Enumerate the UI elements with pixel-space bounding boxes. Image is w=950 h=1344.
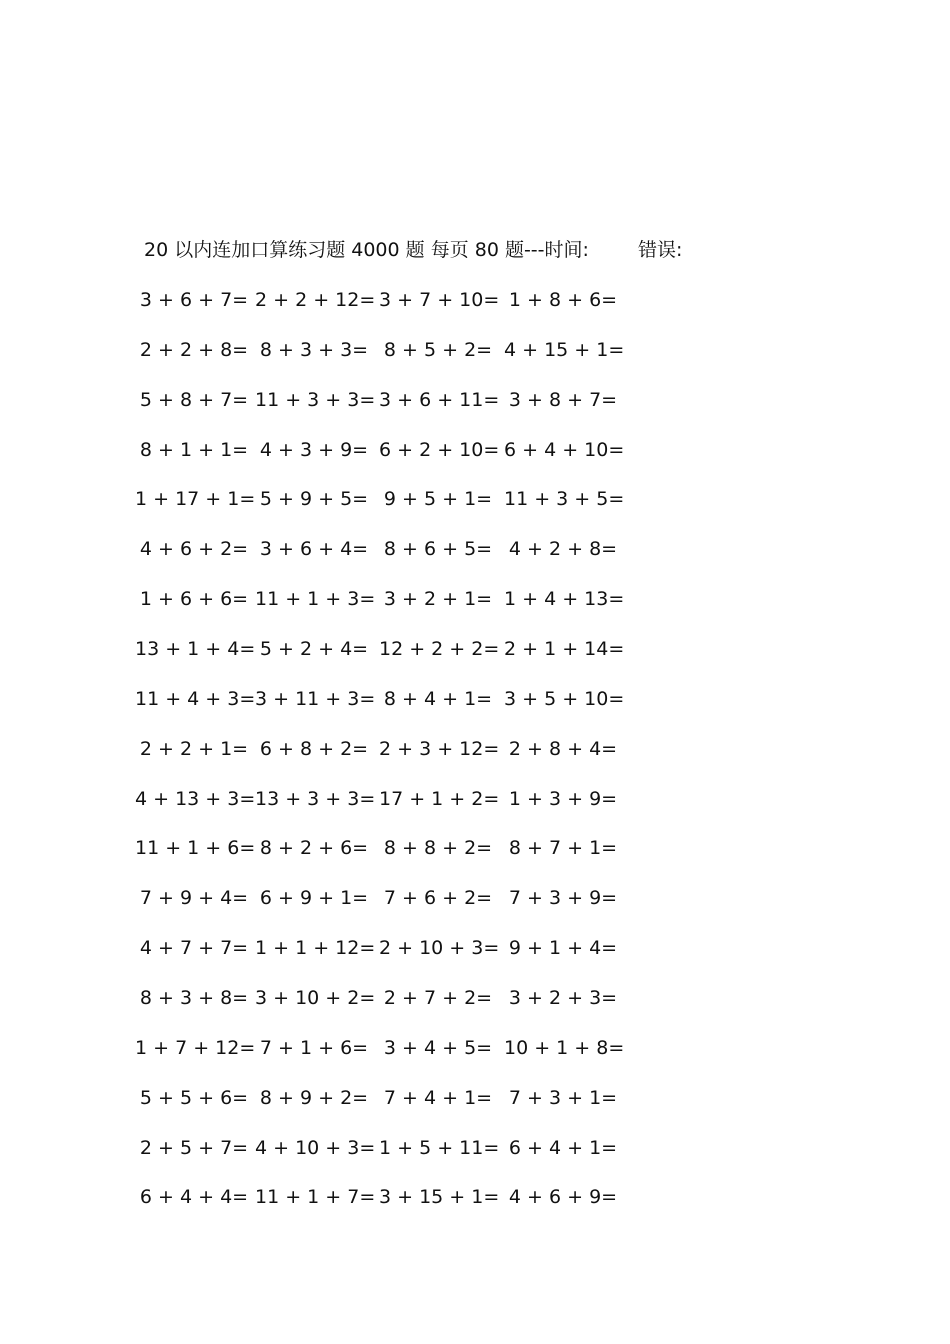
problem-item: 8 + 3 + 3= <box>259 338 369 361</box>
problem-item: 11 + 3 + 3= <box>255 388 376 411</box>
problem-row <box>0 535 700 563</box>
problem-item: 2 + 3 + 12= <box>379 737 500 760</box>
problem-item: 1 + 6 + 6= <box>139 588 249 611</box>
problem-row <box>0 934 700 962</box>
problem-item: 7 + 1 + 6= <box>259 1036 369 1059</box>
problem-item: 4 + 3 + 9= <box>259 438 369 461</box>
problem-item: 11 + 4 + 3= <box>135 687 256 710</box>
problem-row <box>0 984 700 1012</box>
worksheet-title: 20 以内连加口算练习题 4000 题 每页 80 题---时间: <box>144 239 589 261</box>
problem-row <box>0 1034 700 1062</box>
problem-item: 6 + 2 + 10= <box>379 438 500 461</box>
problem-item: 7 + 3 + 9= <box>508 887 618 910</box>
problem-item: 1 + 1 + 12= <box>255 937 376 960</box>
problem-row <box>0 1134 700 1162</box>
problem-item: 8 + 7 + 1= <box>508 837 618 860</box>
problem-item: 7 + 4 + 1= <box>383 1086 493 1109</box>
problem-item: 8 + 3 + 8= <box>139 986 249 1009</box>
problem-item: 2 + 1 + 14= <box>504 638 625 660</box>
problem-item: 1 + 5 + 11= <box>379 1136 500 1159</box>
problem-row <box>0 635 700 663</box>
problem-item: 6 + 8 + 2= <box>259 737 369 760</box>
problem-row <box>0 785 700 813</box>
problem-item: 8 + 6 + 5= <box>383 538 493 561</box>
problem-item: 9 + 5 + 1= <box>383 488 493 511</box>
problem-item: 8 + 1 + 1= <box>139 438 249 461</box>
problem-item: 8 + 9 + 2= <box>259 1086 369 1109</box>
problem-item: 5 + 2 + 4= <box>259 638 369 660</box>
problem-item: 3 + 4 + 5= <box>383 1036 493 1059</box>
problem-item: 2 + 8 + 4= <box>508 737 618 760</box>
problem-row <box>0 685 700 713</box>
problem-item: 3 + 10 + 2= <box>255 986 376 1009</box>
problem-row <box>0 286 700 314</box>
problem-item: 7 + 6 + 2= <box>383 887 493 910</box>
problem-item: 1 + 8 + 6= <box>508 289 618 311</box>
problem-item: 3 + 2 + 3= <box>508 986 618 1009</box>
problem-row <box>0 336 700 364</box>
problem-item: 2 + 2 + 1= <box>139 737 249 760</box>
problem-item: 2 + 10 + 3= <box>379 937 500 960</box>
problem-item: 4 + 6 + 9= <box>508 1186 618 1209</box>
problem-item: 2 + 2 + 12= <box>255 289 376 311</box>
problem-item: 3 + 6 + 7= <box>139 289 249 311</box>
problem-item: 3 + 6 + 4= <box>259 538 369 561</box>
problem-item: 11 + 1 + 3= <box>255 588 376 611</box>
problem-row <box>0 735 700 763</box>
problem-item: 3 + 8 + 7= <box>508 388 618 411</box>
problem-item: 17 + 1 + 2= <box>379 787 500 810</box>
problem-item: 11 + 1 + 6= <box>135 837 256 860</box>
problem-item: 4 + 6 + 2= <box>139 538 249 561</box>
problem-row <box>0 585 700 613</box>
problem-item: 8 + 2 + 6= <box>259 837 369 860</box>
problem-row <box>0 1183 700 1211</box>
problem-item: 3 + 15 + 1= <box>379 1186 500 1209</box>
problem-item: 11 + 3 + 5= <box>504 488 625 511</box>
problem-item: 5 + 9 + 5= <box>259 488 369 511</box>
problem-item: 9 + 1 + 4= <box>508 937 618 960</box>
problem-row <box>0 386 700 414</box>
problem-row <box>0 884 700 912</box>
problem-item: 4 + 10 + 3= <box>255 1136 376 1159</box>
errors-label: 错误: <box>638 239 683 261</box>
problem-row <box>0 1084 700 1112</box>
problem-item: 4 + 2 + 8= <box>508 538 618 561</box>
problem-item: 12 + 2 + 2= <box>379 638 500 660</box>
problem-item: 8 + 4 + 1= <box>383 687 493 710</box>
problem-item: 5 + 8 + 7= <box>139 388 249 411</box>
problem-item: 6 + 4 + 4= <box>139 1186 249 1209</box>
problem-item: 3 + 11 + 3= <box>255 687 376 710</box>
problem-item: 3 + 5 + 10= <box>504 687 625 710</box>
problem-item: 1 + 7 + 12= <box>135 1036 256 1059</box>
problem-item: 13 + 3 + 3= <box>255 787 376 810</box>
problem-item: 4 + 15 + 1= <box>504 338 625 361</box>
problem-item: 7 + 3 + 1= <box>508 1086 618 1109</box>
problem-item: 13 + 1 + 4= <box>135 638 256 660</box>
problem-item: 8 + 5 + 2= <box>383 338 493 361</box>
problem-item: 5 + 5 + 6= <box>139 1086 249 1109</box>
problem-item: 7 + 9 + 4= <box>139 887 249 910</box>
problem-row <box>0 834 700 862</box>
problem-item: 2 + 5 + 7= <box>139 1136 249 1159</box>
problem-item: 6 + 4 + 10= <box>504 438 625 461</box>
problem-item: 2 + 2 + 8= <box>139 338 249 361</box>
problem-item: 11 + 1 + 7= <box>255 1186 376 1209</box>
problem-row <box>0 485 700 513</box>
problem-item: 1 + 3 + 9= <box>508 787 618 810</box>
problem-item: 6 + 4 + 1= <box>508 1136 618 1159</box>
problem-item: 8 + 8 + 2= <box>383 837 493 860</box>
problem-item: 3 + 2 + 1= <box>383 588 493 611</box>
problem-item: 1 + 17 + 1= <box>135 488 256 511</box>
problem-item: 1 + 4 + 13= <box>504 588 625 611</box>
problem-row <box>0 436 700 464</box>
worksheet-header <box>144 236 683 264</box>
problem-item: 2 + 7 + 2= <box>383 986 493 1009</box>
problem-item: 3 + 7 + 10= <box>379 289 500 311</box>
problem-item: 10 + 1 + 8= <box>504 1036 625 1059</box>
problem-item: 4 + 13 + 3= <box>135 787 256 810</box>
problem-item: 3 + 6 + 11= <box>379 388 500 411</box>
problem-item: 6 + 9 + 1= <box>259 887 369 910</box>
problem-item: 4 + 7 + 7= <box>139 937 249 960</box>
